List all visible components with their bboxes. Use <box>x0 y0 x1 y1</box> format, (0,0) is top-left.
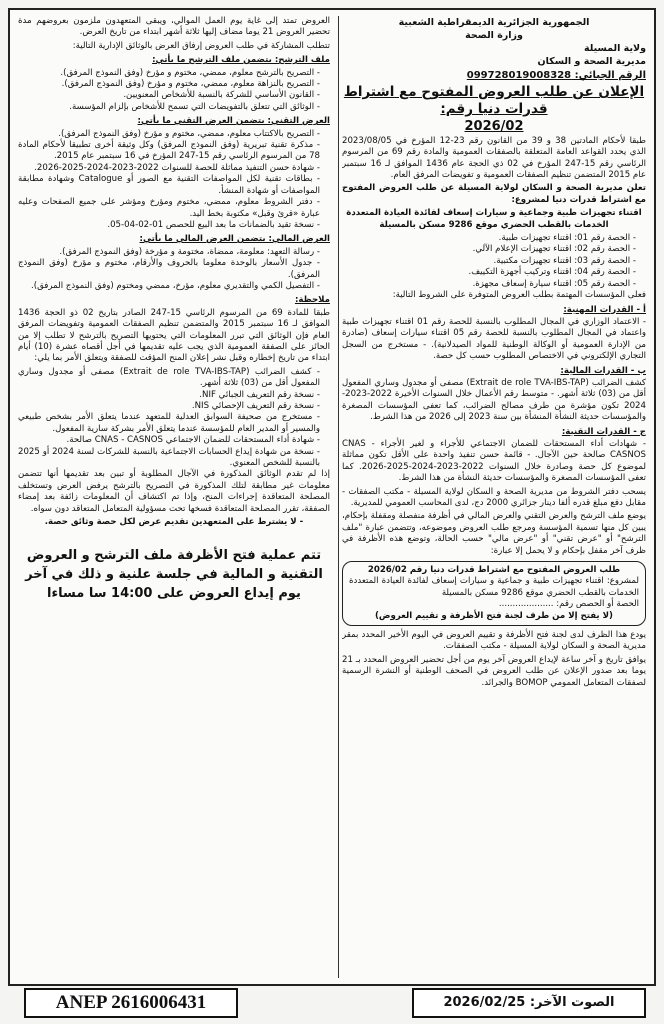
section-professional-text: - الاعتماد الوزاري في المجال المطلوب بالنسبة للحصة رقم 01 اقتناء تجهيزات طبية واعتماد في المجال المطلوب بالنسبة للحصة رقم 05 اقتناء سيارات إسعاف (صادرة من الإدارة العمومية أو الوكالة الوطنية للمواد الصيدلانية). - مستخرج من السجل التجاري الإلكتروني في الاختصاص المطلوب حسب كل حصة. <box>342 316 646 362</box>
tax-id: الرقم الجبائي: 099728019008328 <box>466 70 646 81</box>
section-candidacy: ملف الترشح: يتضمن ملف الترشح ما يأتي: <box>152 55 330 66</box>
financial-offer-list <box>18 247 330 293</box>
deposit-text: يودع هذا الظرف لدى لجنة فتح الأظرفة و تقييم العروض في اليوم الأخير المحدد بمقر مديرية الصحة و السكان لولاية المسيلة - مكتب الصفقات. <box>342 630 646 652</box>
list-item: - نسخة تقيد بالضمانات ما بعد البيع للحصص 01-02-04-05. <box>18 220 320 231</box>
submit-text: يوضع ملف الترشح والعرض التقني والعرض المالي في أظرفة منفصلة ومقفلة بإحكام، يبين كل منها تسمية المؤسسة ومرجع طلب العروض وموضوعه، وتتضمن عبارة "ملف الترشح" أو "عرض تقني" أو "عرض مالي" حسب الحالة، وتوضع هذه الأظرفة في ظرف آخر مقفل بإحكام و لا يحمل إلا عبارة: <box>342 511 646 556</box>
box-line: الحصة أو الحصص رقم: .................... <box>498 599 639 610</box>
list-item: - التصريح بالترشح معلوم، ممضي، مختوم و مؤرخ (وفق النموذج المرفق). <box>18 68 320 79</box>
section-note: ملاحظة: <box>294 295 330 306</box>
validity-text: العروض تمتد إلى غاية يوم العمل الموالي، ويبقى المتعهدون ملزمون بعروضهم مدة تحضير العروض 21 يوما مضاف إليها ثلاثة أشهر ابتداء من تاريخ العرض. <box>18 16 330 38</box>
section-financial-text: كشف الضرائب (Extrait de role TVA-IBS-TAP) مصفى أو مجدول وساري المفعول أقل من (03) ثلاثة أشهر. - متوسط رقم الأعمال خلال السنوات الأخيرة 2022-2023-2024 تكون مؤشرة من طرف مصالح الضرائب، كما تعفى المؤسسات المصغرة والمؤسسات حديثة النشأة المنشأة بين سنة 2023 إلى 2026 من هذا الشرط. <box>342 377 646 423</box>
list-item: - شهادة حسن التنفيذ مماثلة للحصة للسنوات 2022-2023-2024-2025-2026. <box>18 163 320 174</box>
list-item: - التفصيل الكمي والتقديري معلوم، مؤرخ، ممضي ومختوم (وفق النموذج المرفق). <box>18 281 320 292</box>
list-item: - رسالة التعهد: معلومة، ممضاة، مختومة و مؤرخة (وفق النموذج المرفق). <box>18 247 320 258</box>
list-item: - التصريح بالنزاهة معلوم، ممضي، مختوم و مؤرخ (وفق النموذج المرفق). <box>18 79 320 90</box>
candidacy-list <box>18 68 330 114</box>
technical-offer-list <box>18 129 330 232</box>
republic-header: الجمهورية الجزائرية الديمقراطية الشعبية <box>398 17 590 28</box>
envelope-box <box>342 561 646 626</box>
list-item: - نسخة رقم التعريف الجبائي NIF. <box>18 390 320 401</box>
list-item: - التصريح بالاكتتاب معلوم، ممضي، مختوم و مؤرخ (وفق النموذج المرفق). <box>18 129 320 140</box>
opening-session-text: تتم عملية فتح الأظرفة ملف الترشح و العروض التقنية و المالية في جلسة علنية و ذلك في آخر يوم إيداع العروض على 14:00 سا مساءا <box>25 548 323 602</box>
list-item: - الحصة رقم 05: اقتناء سيارة إسعاف مجهزة. <box>342 279 636 290</box>
section-financial-offer: العرض المالي: يتضمن العرض المالي ما يأتي: <box>139 234 330 245</box>
single-offer-text: - لا يشترط على المتعهدين تقديم عرض لكل حصة وثائق حصة. <box>44 517 304 528</box>
section-technical-offer: العرض التقني: يتضمن العرض التقني ما يأتي: <box>137 116 330 127</box>
legal-intro: طبقا لأحكام المادتين 38 و 39 من القانون رقم 23-12 المؤرخ في 2023/08/05 الذي يحدد القواعد العامة المتعلقة بالصفقات العمومية والمادة رقم 69 من المرسوم الرئاسي رقم 15-247 المؤرخ في 02 ذي الحجة عام 1436 الموافق لـ 16 سبتمبر عام 2015 المتضمن تنظيم الصفقات العمومية و تفويضات المرفق العام. <box>342 135 646 181</box>
section-technical-text: - شهادات أداء المستحقات للضمان الاجتماعي للأجراء و لغير الأجراء CNAS - CASNOS صالحة حين الآجال. - قائمة حسن تنفيذ واحدة على الأقل تكون مماثلة لموضوع كل حصة وصادرة خلال السنوات 2022-2023-2024-2025-2026. كما تعفى المؤسسات المصغرة والمؤسسات حديثة النشأة من هذا الشرط. <box>342 438 646 484</box>
ministry-header: وزارة الصحة <box>465 30 523 41</box>
list-item: - كشف الضرائب (Extrait de role TVA-IBS-TAP) مصفى أو مجدول وساري المفعول أقل من (03) ثلاثة أشهر. <box>18 367 320 390</box>
publication-date: الصوت الآخر: 2026/02/25 <box>412 988 646 1018</box>
box-line: طلب العروض المفتوح مع اشتراط قدرات دنيا رقم 2026/02 <box>367 565 621 576</box>
eligibility-text: فعلى المؤسسات المهتمة بطلب العروض المتوفرة على الشروط التالية: <box>392 290 646 301</box>
title-number: 2026/02 <box>464 119 524 135</box>
left-column <box>18 16 330 978</box>
column-divider <box>338 16 339 978</box>
footer <box>8 988 656 1018</box>
lots-list <box>342 233 646 290</box>
list-item: - مذكرة تقنية تبريرية (وفق النموذج المرفق) وكل وثيقة أخرى تطبيقا لأحكام المادة 78 من المرسوم الرئاسي رقم 15-247 المؤرخ في 16 سبتمبر عام 2015. <box>18 140 320 163</box>
list-item: - الحصة رقم 02: اقتناء تجهيزات الإعلام الآلي. <box>342 244 636 255</box>
directorate-header: مديرية الصحة و السكان <box>537 56 646 67</box>
section-professional: أ - القدرات المهنية: <box>563 304 646 315</box>
anep-reference: ANEP 2616006431 <box>24 988 238 1018</box>
docs-intro: تتطلب المشاركة في طلب العروض إرفاق العرض بالوثائق الإدارية التالية: <box>72 40 330 51</box>
page-title: الإعلان عن طلب العروض المفتوح مع اشتراط قدرات دنيا رقم: <box>343 84 645 118</box>
box-line: (لا يفتح إلا من طرف لجنة فتح الأظرفة و تقييم العروض) <box>375 610 613 621</box>
list-item: - شهادة أداء المستحقات للضمان الاجتماعي CNAS - CASNOS صالحة. <box>18 435 320 446</box>
list-item: - نسخة رقم التعريف الإحصائي NIS. <box>18 401 320 412</box>
wilaya-header: ولاية المسيلة <box>584 43 646 54</box>
list-item: - الحصة رقم 03: اقتناء تجهيزات مكتبية. <box>342 256 636 267</box>
list-item: - بطاقات تقنية لكل المواصفات التقنية مع الصور أو Catalogue وشهادة مطابقة المواصفات أو شهادة المنشأ. <box>18 174 320 197</box>
box-line: لمشروع: اقتناء تجهيزات طبية و جماعية و سيارات إسعاف لفائدة العيادة المتعددة الخدمات بالقطب الحضري موقع 9286 مسكن بالمسيلة <box>349 576 639 598</box>
section-financial: ب - القدرات المالية: <box>560 365 646 376</box>
list-item: - الحصة رقم 04: اقتناء وتركيب أجهزة التكييف. <box>342 267 636 278</box>
list-item: - دفتر الشروط معلوم، ممضي، مختوم ومؤرخ ومؤشر على جميع الصفحات وعليه عبارة «قرئ وقبل» مكتوبة بخط اليد. <box>18 197 320 220</box>
withdraw-text: يسحب دفتر الشروط من مديرية الصحة و السكان لولاية المسيلة - مكتب الصفقات - مقابل دفع مبلغ قدره ألفا دينار جزائري 2000 دج، لدى المحاسب العمومي للمديرية. <box>342 486 646 508</box>
list-item: - جدول الأسعار بالوحدة معلوما بالحروف والأرقام، مختوم و مؤرخ (وفق النموذج المرفق). <box>18 258 320 281</box>
list-item: - نسخة من شهادة إيداع الحسابات الاجتماعية بالنسبة للشركات لسنة 2024 أو 2025 بالنسبة للشخص المعنوي. <box>18 447 320 470</box>
warning-text: إذا لم تقدم الوثائق المذكورة في الآجال المطلوبة أو تبين بعد تقديمها أنها تتضمن معلومات غير مطابقة لتلك المذكورة في التصريح بالترشح يرفض العرض وتستخلف المصلحة المتعاقدة إجراءات المنح، وإذا تم اكتشاف أن المعلومات زائفة بعد إمضاء الصفقة، تقرر المصلحة المتعاقدة فسخها تحت مسؤولية المتعامل المتعاقد دون سواه. <box>18 469 330 514</box>
list-item: - القانون الأساسي للشركة بالنسبة للأشخاص المعنويين. <box>18 90 320 101</box>
deadline-text: يوافق تاريخ و آخر ساعة لإيداع العروض آخر يوم من أجل تحضير العروض المحدد بـ 21 يوما بعد صدور الإعلان عن طلب العروض في الصحف الوطنية أو النشرة الرسمية لصفقات المتعامل العمومي BOMOP والجرائد. <box>342 654 646 688</box>
newspaper-page <box>8 8 656 986</box>
list-item: - مستخرج من صحيفة السوابق العدلية للمتعهد عندما يتعلق الأمر بشخص طبيعي والمسير أو المدير العام للمؤسسة عندما يتعلق الأمر بشركة سارية المفعول. <box>18 412 320 435</box>
section-technical: ج - القدرات التقنية: <box>561 426 646 437</box>
note-text: طبقا للمادة 69 من المرسوم الرئاسي 15-247 الصادر بتاريخ 02 ذو الحجة 1436 الموافق لـ 16 سبتمبر 2015 والمتضمن تنظيم الصفقات العمومية وتفويضات المرفق العام فإن الوثائق التي تبرر المعلومات التي يحتويها التصريح بالترشح لا تطلب إلا من الحائز على الصفقة العمومية الذي يجب عليه تقديمها في أجل أقصاه عشرة (10) أيام ابتداء من تاريخ إخطاره وقبل نشر إعلان المنح المؤقت للصفقة ويتعلق الأمر بما يلي: <box>18 307 330 364</box>
project-title: اقتناء تجهيزات طبية وجماعية و سيارات إسعاف لفائدة العيادة المتعددة الخدمات بالقطب الحضري موقع 9286 مسكن بالمسيلة <box>346 208 642 230</box>
right-column <box>342 16 646 978</box>
list-item: - الحصة رقم 01: اقتناء تجهيزات طبية. <box>342 233 636 244</box>
announcement: تعلن مديرية الصحة و السكان لولاية المسيلة عن طلب العروض المفتوح مع اشتراط قدرات دنيا لمشروع: <box>342 183 646 205</box>
list-item: - الوثائق التي تتعلق بالتفويضات التي تسمح للأشخاص بإلزام المؤسسة. <box>18 102 320 113</box>
note-list <box>18 367 330 470</box>
